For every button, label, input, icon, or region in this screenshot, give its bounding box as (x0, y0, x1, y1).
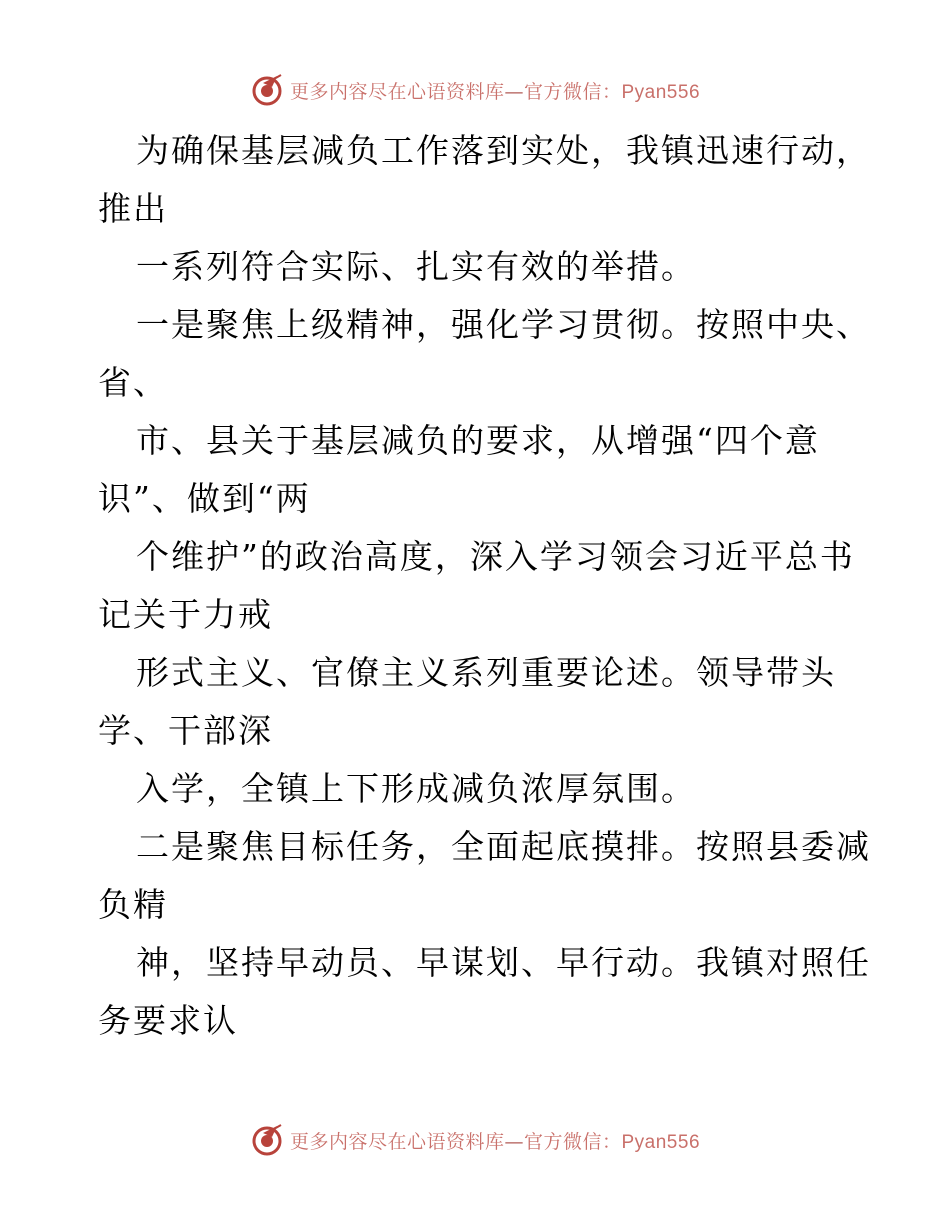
header-banner-suffix: 官方微信： (523, 80, 622, 103)
header-banner-id: Pyan556 (621, 81, 701, 103)
body-line: 为确保基层减负工作落到实处，我镇迅速行动， (136, 131, 871, 170)
body-line: 省、 (98, 363, 168, 402)
body-line: 识”、做到“两 (98, 479, 311, 518)
body-line: 神，坚持早动员、早谋划、早行动。我镇对照任 (136, 943, 871, 982)
footer-banner-id: Pyan556 (621, 1131, 701, 1153)
logo-icon (250, 1123, 284, 1157)
body-line: 学、干部深 (98, 711, 273, 750)
body-line: 形式主义、官僚主义系列重要论述。领导带头 (136, 653, 836, 692)
body-line: 务要求认 (98, 1001, 238, 1040)
logo-icon (250, 73, 284, 107)
header-banner (0, 70, 950, 110)
header-banner-text (290, 77, 700, 104)
document-body (98, 122, 871, 1050)
header-banner-main: 更多内容尽在心语资料库 (289, 80, 505, 103)
body-line: 二是聚焦目标任务，全面起底摸排。按照县委减 (136, 827, 871, 866)
body-line: 推出 (98, 189, 168, 228)
header-banner-inner (250, 73, 700, 107)
footer-banner-inner (250, 1123, 700, 1157)
body-line: 入学，全镇上下形成减负浓厚氛围。 (136, 769, 696, 808)
body-line: 一是聚焦上级精神，强化学习贯彻。按照中央、 (136, 305, 871, 344)
footer-banner-separator: — (504, 1130, 524, 1153)
footer-banner-suffix: 官方微信： (523, 1130, 622, 1153)
footer-banner-main: 更多内容尽在心语资料库 (289, 1130, 505, 1153)
footer-banner (0, 1120, 950, 1160)
body-line: 市、县关于基层减负的要求，从增强“四个意 (136, 421, 820, 460)
body-line: 个维护”的政治高度，深入学习领会习近平总书 (136, 537, 855, 576)
header-banner-separator: — (504, 80, 524, 103)
body-line: 负精 (98, 885, 168, 924)
footer-banner-text (290, 1127, 700, 1154)
body-line: 记关于力戒 (98, 595, 273, 634)
body-line: 一系列符合实际、扎实有效的举措。 (136, 247, 696, 286)
